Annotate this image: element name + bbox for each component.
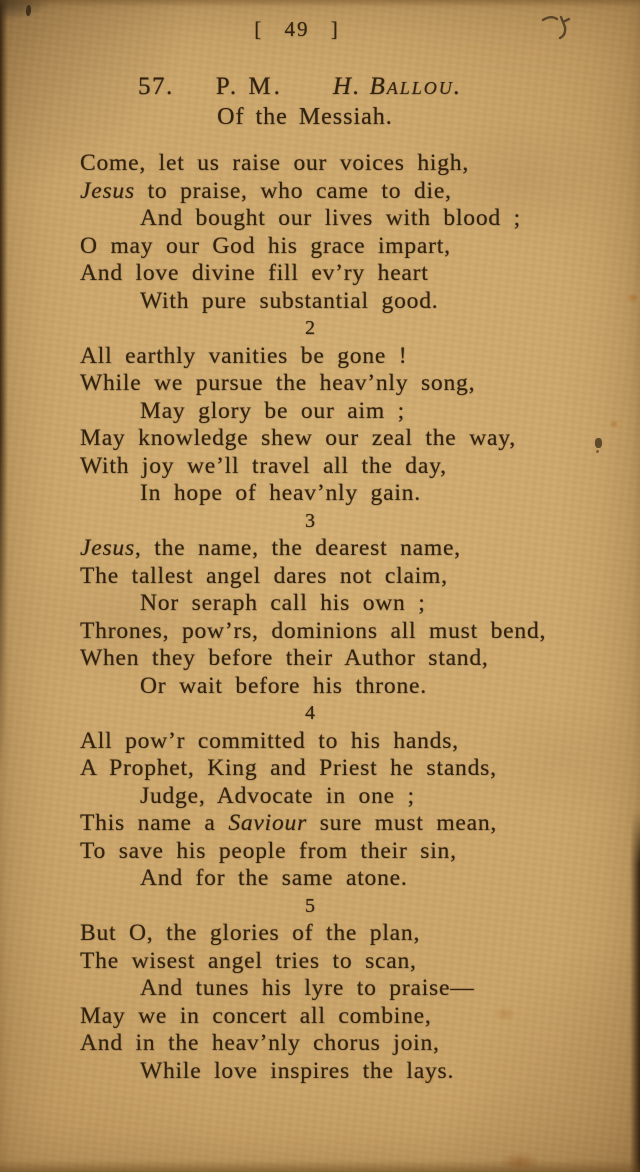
italic-word: Jesus bbox=[80, 177, 135, 204]
line-text: All pow’r committed to his hands, bbox=[80, 727, 459, 754]
line-text: Thrones, pow’rs, dominions all must bend, bbox=[80, 617, 547, 644]
line-text: The tallest angel dares not claim, bbox=[80, 562, 448, 589]
hymn-line bbox=[80, 755, 560, 783]
stanza-number: 5 bbox=[305, 894, 315, 917]
hymn-meter: P. M. bbox=[215, 73, 283, 100]
hymn-line bbox=[80, 838, 560, 866]
line-text: , the name, the dearest name, bbox=[134, 535, 461, 561]
hymn-author: H. Ballou. bbox=[332, 73, 462, 100]
hymn-line bbox=[80, 948, 560, 976]
ink-mark bbox=[595, 438, 602, 448]
hymn-line bbox=[80, 425, 560, 453]
page-edge-bottom bbox=[0, 1160, 640, 1172]
hymn-line bbox=[80, 783, 560, 811]
line-text: While love inspires the lays. bbox=[140, 1057, 455, 1084]
line-text: May glory be our aim ; bbox=[140, 397, 405, 424]
hymn-title: Of the Messiah. bbox=[217, 104, 393, 130]
hymn-line bbox=[80, 810, 560, 838]
hymn-line bbox=[80, 398, 560, 426]
stanza-number: 4 bbox=[305, 702, 315, 724]
line-text: This name a bbox=[80, 810, 229, 836]
line-text: With joy we’ll travel all the day, bbox=[80, 452, 447, 479]
hymn-line bbox=[80, 1058, 560, 1086]
line-text: Come, let us raise our voices high, bbox=[80, 150, 470, 176]
line-text: With pure substantial good. bbox=[140, 287, 439, 314]
line-text: When they before their Author stand, bbox=[80, 645, 489, 671]
stanza-number: 3 bbox=[305, 509, 315, 532]
line-text: To save his people from their sin, bbox=[80, 837, 457, 864]
line-text: May we in concert all combine, bbox=[80, 1002, 432, 1029]
hymn-line bbox=[80, 453, 560, 481]
hymn-line bbox=[80, 563, 560, 591]
line-text: May knowledge shew our zeal the way, bbox=[80, 425, 516, 451]
line-text: In hope of heav’nly gain. bbox=[140, 480, 421, 506]
hymn-line bbox=[80, 618, 560, 646]
stanza-list bbox=[80, 150, 560, 1085]
line-text: All earthly vanities be gone ! bbox=[80, 342, 408, 369]
line-text: Nor seraph call his own ; bbox=[140, 590, 426, 616]
italic-word: Saviour bbox=[228, 810, 308, 836]
hymn-line bbox=[80, 920, 560, 948]
line-text: And love divine fill ev’ry heart bbox=[80, 260, 429, 286]
hymn-line bbox=[80, 1003, 560, 1031]
hymn-line bbox=[80, 590, 560, 618]
line-text: While we pursue the heav’nly song, bbox=[80, 370, 476, 396]
hymn-line bbox=[80, 150, 560, 178]
line-text: And tunes his lyre to praise— bbox=[140, 975, 475, 1001]
italic-word: Jesus bbox=[80, 535, 135, 561]
stanza-number: 2 bbox=[305, 317, 315, 339]
hymn-line bbox=[80, 370, 560, 398]
hymn-line bbox=[80, 260, 560, 288]
ink-mark bbox=[538, 12, 574, 42]
line-text: O may our God his grace impart, bbox=[80, 232, 451, 259]
page-edge-left bbox=[0, 0, 8, 780]
hymn-line bbox=[80, 233, 560, 261]
line-text: Judge, Advocate in one ; bbox=[140, 782, 415, 809]
line-text: But O, the glories of the plan, bbox=[80, 920, 421, 946]
page-edge-top bbox=[0, 0, 640, 7]
hymn-line bbox=[80, 975, 560, 1003]
line-text: A Prophet, King and Priest he stands, bbox=[80, 755, 497, 781]
hymn-line bbox=[80, 865, 560, 893]
line-text: And bought our lives with blood ; bbox=[140, 205, 521, 231]
page-edge-right bbox=[630, 810, 640, 1172]
hymn-heading bbox=[0, 73, 640, 101]
line-text: And in the heav’nly chorus join, bbox=[80, 1030, 440, 1056]
line-text: Or wait before his throne. bbox=[140, 672, 427, 699]
hymn-line bbox=[80, 645, 560, 673]
hymn-line bbox=[80, 535, 560, 563]
hymn-line bbox=[80, 288, 560, 316]
line-text: The wisest angel tries to scan, bbox=[80, 947, 417, 974]
hymn-line bbox=[80, 728, 560, 756]
line-text: And for the same atone. bbox=[140, 865, 408, 891]
hymn-line bbox=[80, 480, 560, 508]
line-text: sure must mean, bbox=[307, 810, 498, 836]
page-number: [ 49 ] bbox=[254, 17, 340, 41]
hymn-line bbox=[80, 673, 560, 701]
hymn-line bbox=[80, 1030, 560, 1058]
hymn-line bbox=[80, 343, 560, 371]
line-text: to praise, who came to die, bbox=[134, 177, 452, 204]
hymn-number: 57. bbox=[138, 73, 174, 100]
hymn-line bbox=[80, 205, 560, 233]
hymn-line bbox=[80, 178, 560, 206]
